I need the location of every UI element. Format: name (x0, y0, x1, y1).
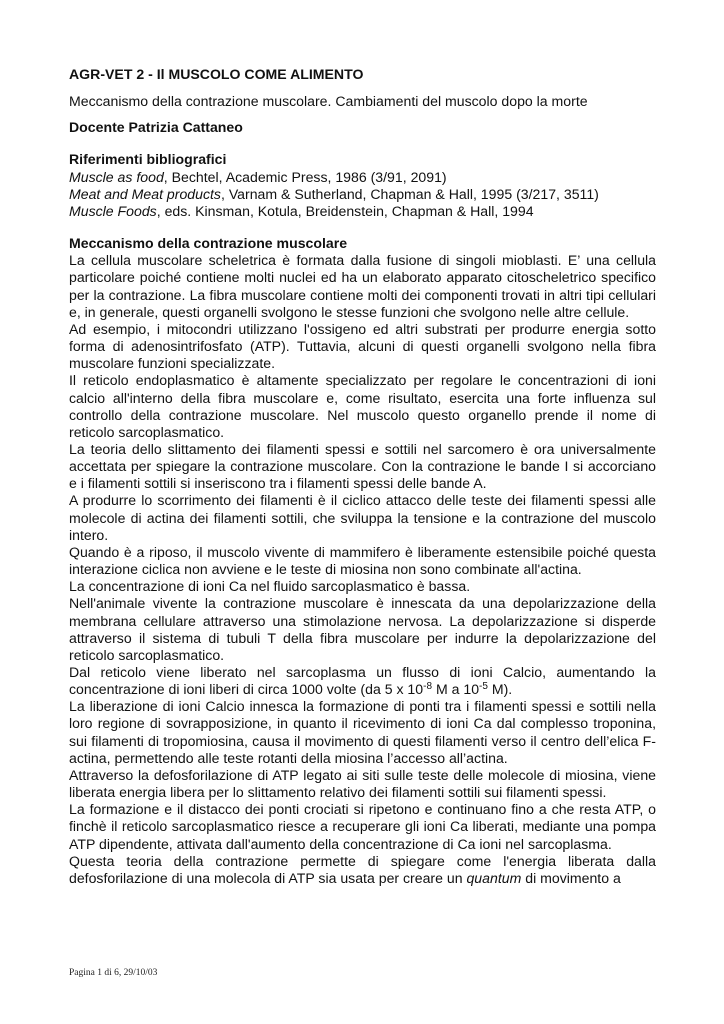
exponent: -8 (423, 681, 433, 693)
section-heading: Meccanismo della contrazione muscolare (69, 235, 348, 252)
paragraph: La liberazione di ioni Calcio innesca la formazione di ponti tra i filamenti spessi e sottili nella loro regione di sovrapposizione, in quanto il ricevimento di ioni Ca dal complesso troponina, sui filamenti di tropomiosina, causa il movimento di questi filamenti verso il centro dell’elica F-actina, permettendo alle teste rotanti della miosina l’accesso all’actina. (69, 698, 656, 766)
reference-title: Muscle Foods (69, 202, 157, 219)
reference-details: , eds. Kinsman, Kotula, Breidenstein, Chapman & Hall, 1994 (156, 202, 534, 219)
reference-details: , Varnam & Sutherland, Chapman & Hall, 1995 (3/217, 3511) (220, 185, 599, 202)
reference-title: Meat and Meat products (69, 185, 221, 202)
paragraph: Nell'animale vivente la contrazione muscolare è innescata da una depolarizzazione della membrana cellulare attraverso una stimolazione nervosa. La depolarizzazione si disperde attraverso il sistema di tubuli T della fibra muscolare per indurre la depolarizzazione del reticolo sarcoplasmatico. (69, 595, 656, 663)
document-page (69, 66, 656, 887)
document-subtitle: Meccanismo della contrazione muscolare. Cambiamenti del muscolo dopo la morte (69, 93, 588, 110)
paragraph: La cellula muscolare scheletrica è formata dalla fusione di singoli mioblasti. E’ una cellula particolare poiché contiene molti nuclei ed ha un elaborato apparato citoscheletrico specifico per la contrazione. La fibra muscolare contiene molti dei componenti trovati in altri tipi cellulari e, in generale, questi organelli svolgono le stesse funzioni che svolgono nelle altre cellule. (69, 252, 656, 320)
paragraph-calcium-flux (69, 664, 656, 698)
reference-item (69, 186, 656, 203)
text-run: M a 10 (432, 681, 480, 698)
paragraph: Attraverso la defosforilazione di ATP legato ai siti sulle teste delle molecole di miosina, viene liberata energia libera per lo slittamento relativo dei filamenti sottili sui filamenti spessi. (69, 766, 656, 801)
paragraph: A produrre lo scorrimento dei filamenti è il ciclico attacco delle teste dei filamenti spessi alle molecole di actina dei filamenti sottili, che sviluppa la tensione e la contrazione del muscolo intero. (69, 492, 656, 543)
document-title: AGR-VET 2 - Il MUSCOLO COME ALIMENTO (69, 66, 364, 82)
paragraph: La teoria dello slittamento dei filamenti spessi e sottili nel sarcomero è ora universalmente accettata per spiegare la contrazione muscolare. Con la contrazione le bande I si accorciano e i filamenti sottili si inseriscono tra i filamenti spessi delle bande A. (69, 440, 656, 492)
reference-item (69, 169, 656, 186)
paragraph: Il reticolo endoplasmatico è altamente specializzato per regolare le concentrazioni di ioni calcio all'interno della fibra muscolare e, come risultato, esercita una forte influenza sul controllo della contrazione muscolare. Nel muscolo questo organello prende il nome di reticolo sarcoplasmatico. (69, 372, 656, 440)
paragraph-quantum (69, 853, 656, 887)
reference-item (69, 203, 656, 220)
emphasis: quantum (466, 869, 522, 886)
paragraph: Quando è a riposo, il muscolo vivente di mammifero è liberamente estensibile poiché questa interazione ciclica non avviene e le teste di miosina non sono combinate all'actina. (69, 543, 656, 578)
text-run: Questa teoria della contrazione permette di spiegare come l'energia liberata dalla defosforilazione di una molecola di ATP sia usata per creare un (69, 852, 656, 886)
text-run: Dal reticolo viene liberato nel sarcoplasma un flusso di ioni Calcio, aumentando la concentrazione di ioni liberi di circa 1000 volte (da 5 x 10 (69, 664, 656, 698)
paragraph: La concentrazione di ioni Ca nel fluido sarcoplasmatico è bassa. (69, 578, 471, 595)
references-heading: Riferimenti bibliografici (69, 151, 227, 168)
text-run: di movimento a (521, 869, 621, 886)
page-footer: Pagina 1 di 6, 29/10/03 (69, 968, 158, 978)
paragraph: La formazione e il distacco dei ponti crociati si ripetono e continuano fino a che resta ATP, o finchè il reticolo sarcoplasmatico riesce a recuperare gli ioni Ca liberati, mediante una pompa ATP dipendente, attivata dall'aumento della concentrazione di Ca ioni nel sarcoplasma. (69, 801, 656, 852)
text-run: M). (487, 681, 513, 698)
reference-title: Muscle as food (69, 168, 164, 185)
reference-details: , Bechtel, Academic Press, 1986 (3/91, 2091) (163, 168, 447, 185)
exponent: -5 (479, 681, 488, 693)
docente-line: Docente Patrizia Cattaneo (69, 119, 243, 136)
paragraph: Ad esempio, i mitocondri utilizzano l'ossigeno ed altri substrati per produrre energia sotto forma di adenosintrifosfato (ATP). Tuttavia, alcuni di questi organelli svolgono nella fibra muscolare funzioni specializzate. (69, 320, 656, 372)
